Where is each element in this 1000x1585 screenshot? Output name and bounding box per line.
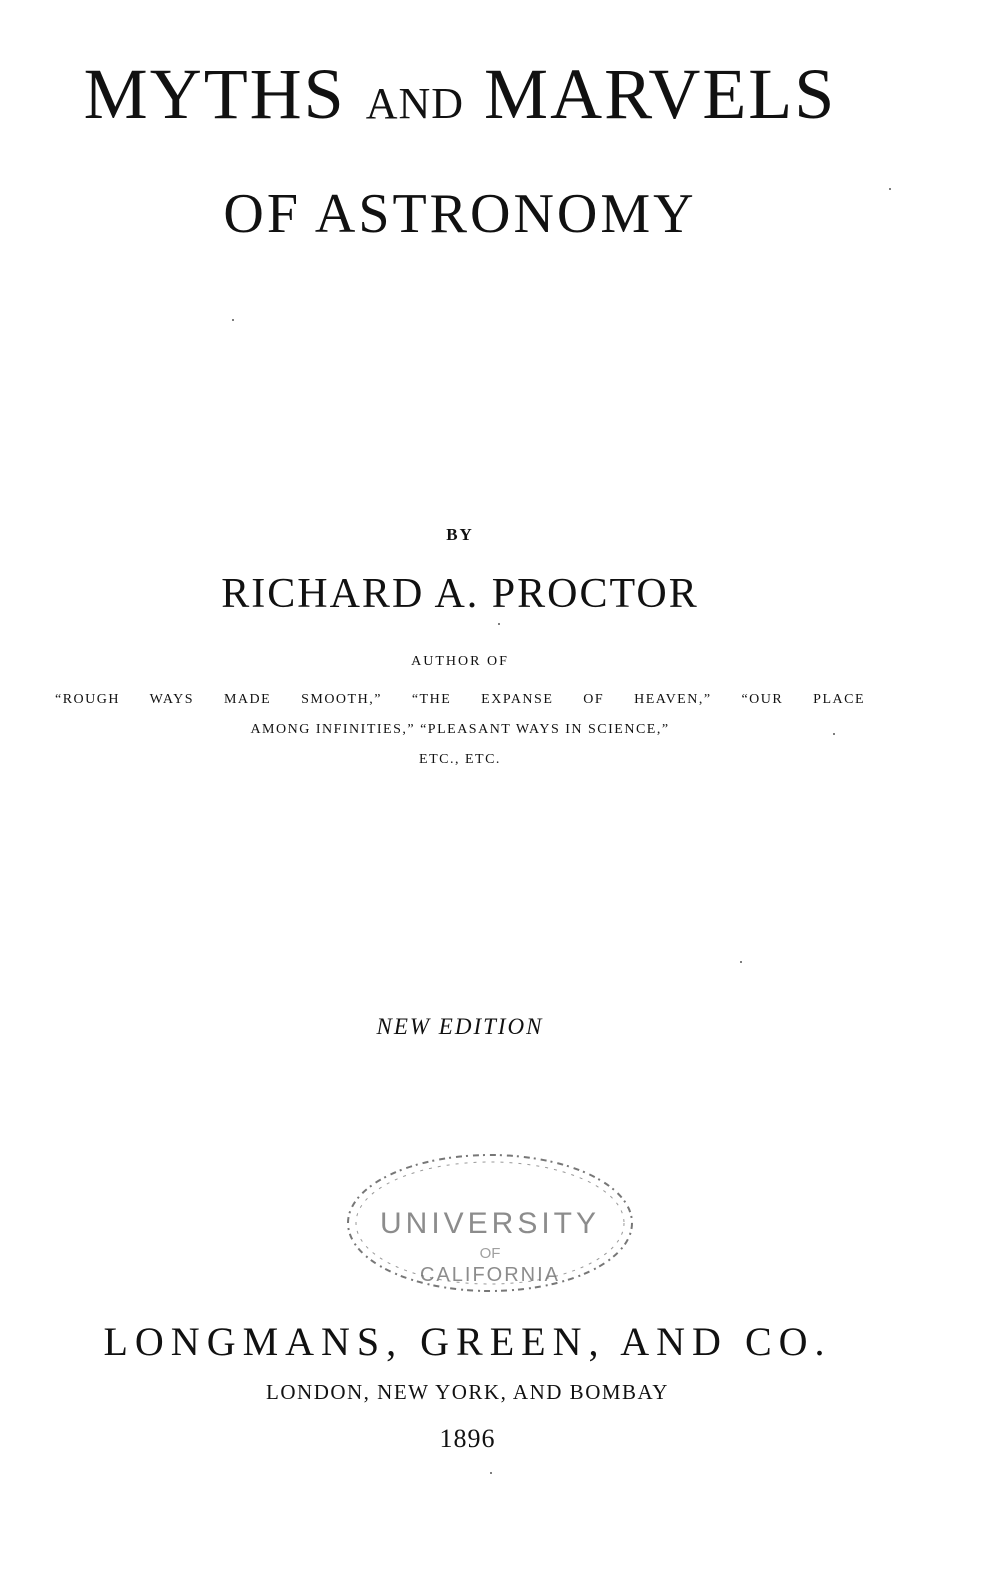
- publisher-places: LONDON, NEW YORK, AND BOMBAY: [266, 1380, 669, 1404]
- library-stamp: [340, 1135, 640, 1305]
- edition-label: NEW EDITION: [376, 1014, 544, 1039]
- scan-speck: [740, 961, 742, 963]
- other-works-line-1: “ROUGH WAYS MADE SMOOTH,” “THE EXPANSE OF HEAVEN,” “OUR PLACE: [55, 692, 865, 707]
- title-line-1: [0, 54, 920, 134]
- scan-speck: [232, 319, 234, 321]
- author-of-label: AUTHOR OF: [411, 654, 509, 669]
- title-word-and: AND: [365, 79, 465, 128]
- scan-speck: [490, 1472, 492, 1474]
- publisher-name: LONGMANS, GREEN, AND CO.: [103, 1319, 832, 1364]
- other-works-line-2: AMONG INFINITIES,” “PLEASANT WAYS IN SCIENCE,”: [250, 722, 670, 737]
- by-label: BY: [446, 525, 474, 544]
- stamp-line-2: OF: [479, 1245, 501, 1262]
- author-name: RICHARD A. PROCTOR: [221, 571, 699, 617]
- scan-speck: [889, 188, 891, 190]
- scan-speck: [498, 623, 500, 625]
- title-line-2: OF ASTRONOMY: [223, 183, 697, 245]
- stamp-line-3: CALIFORNIA: [419, 1264, 561, 1286]
- title-word-myths: MYTHS: [83, 54, 346, 134]
- other-works-line-3: ETC., ETC.: [419, 752, 501, 767]
- scan-speck: [833, 733, 835, 735]
- stamp-line-1: UNIVERSITY: [379, 1207, 601, 1240]
- publication-year: 1896: [439, 1424, 496, 1453]
- title-word-marvels: MARVELS: [484, 54, 837, 134]
